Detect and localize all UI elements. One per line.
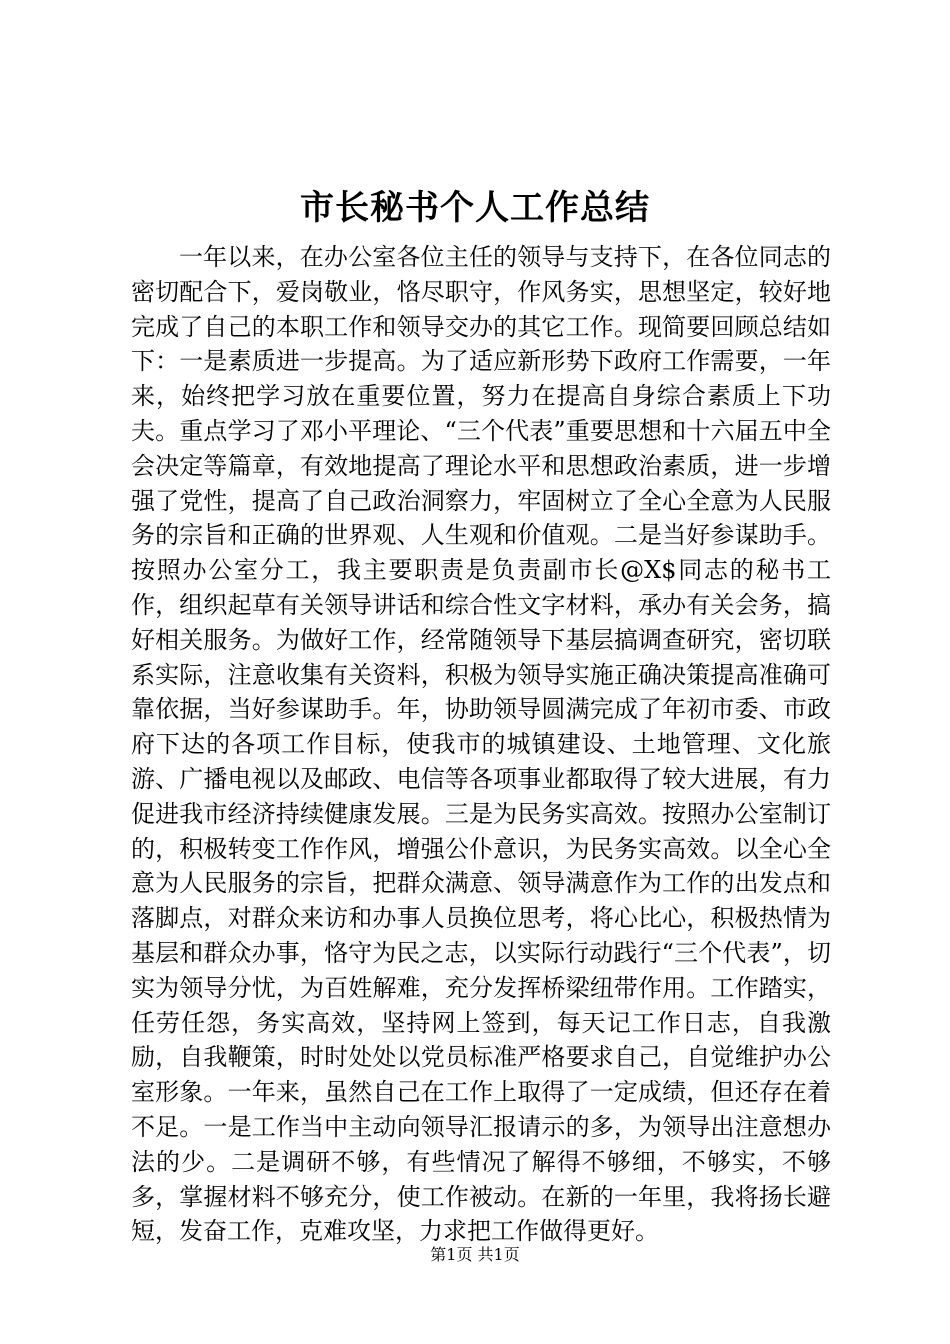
page-title: 市长秘书个人工作总结 (300, 188, 650, 228)
body-paragraph: 一年以来，在办公室各位主任的领导与支持下，在各位同志的密切配合下，爱岗敬业，恪尽职守，作风务实，思想坚定，较好地完成了自己的本职工作和领导交办的其它工作。现简要回顾总结如下：一是素质进一步提高。为了适应新形势下政府工作需要，一年来，始终把学习放在重要位置，努力在提高自身综合素质上下功夫。重点学习了邓小平理论、“三个代表”重要思想和十六届五中全会决定等篇章，有效地提高了理论水平和思想政治素质，进一步增强了党性，提高了自己政治洞察力，牢固树立了全心全意为人民服务的宗旨和正确的世界观、人生观和价值观。二是当好参谋助手。按照办公室分工，我主要职责是负责副市长@X$同志的秘书工作，组织起草有关领导讲话和综合性文字材料，承办有关会务，搞好相关服务。为做好工作，经常随领导下基层搞调查研究，密切联系实际，注意收集有关资料，积极为领导实施正确决策提高准确可靠依据，当好参谋助手。年，协助领导圆满完成了年初市委、市政府下达的各项工作目标，使我市的城镇建设、土地管理、文化旅游、广播电视以及邮政、电信等各项事业都取得了较大进展，有力促进我市经济持续健康发展。三是为民务实高效。按照办公室制订的，积极转变工作作风，增强公仆意识，为民务实高效。以全心全意为人民服务的宗旨，把群众满意、领导满意作为工作的出发点和落脚点，对群众来访和办事人员换位思考，将心比心，积极热情为基层和群众办事，恪守为民之志，以实际行动践行“三个代表”，切实为领导分忧，为百姓解难，充分发挥桥梁纽带作用。工作踏实，任劳任怨，务实高效，坚持网上签到，每天记工作日志，自我激励，自我鞭策，时时处处以党员标准严格要求自己，自觉维护办公室形象。一年来，虽然自己在工作上取得了一定成绩，但还存在着不足。一是工作当中主动向领导汇报请示的多，为领导出注意想办法的少。二是调研不够，有些情况了解得不够细，不够实，不够多，掌握材料不够充分，使工作被动。在新的一年里，我将扬长避短，发奋工作，克难攻坚，力求把工作做得更好。 (131, 243, 831, 1246)
page-footer: 第1页 共1页 (430, 1245, 520, 1264)
